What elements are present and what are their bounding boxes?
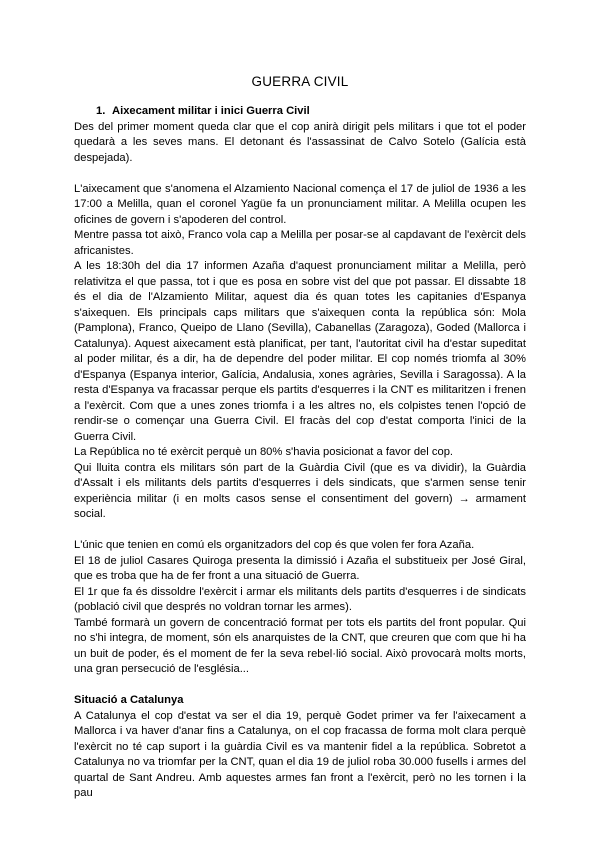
paragraph: Qui lluita contra els militars són part de la Guàrdia Civil (que es va dividir), la Guàrdia d'Assalt i els militants dels partits d'esquerres i dels sindicats, que s'armen sense tenir experiència militar (i en molts casos sense el consentiment del govern) → armament social. [74,461,526,520]
paragraph: A Catalunya el cop d'estat va ser el dia 19, perquè Godet primer va fer l'aixecament a Mallorca i va haver d'anar fins a Catalunya, on el cop fracassa de forma molt clara perquè l'exèrcit no té cap suport i la guàrdia Civil es va mantenir fidel a la república. Sobretot a Catalunya no va triomfar per la CNT, quan el dia 19 de juliol roba 30.000 fusells i armes del quartal de Sant Andreu. Amb aquestes armes fan front a l'exèrcit, però no les tornen i la pau [74,709,526,799]
paragraph: L'aixecament que s'anomena el Alzamiento Nacional comença el 17 de juliol de 1936 a les 17:00 a Melilla, quan el coronel Yagüe fa un pronunciament militar. A Melilla ocupen les oficines de govern i s'apoderen del control. [74,182,526,226]
section-1-heading-text: Aixecament militar i inici Guerra Civil [112,105,310,117]
paragraph: També formarà un govern de concentració format per tots els partits del front popular. Qui no s'hi integra, de moment, són els anarquistes de la CNT, que creuren que com que hi ha un buit de poder, és el moment de fer la seva rebel·lió social. Això provocarà molts morts, una gran persecució de l'església... [74,616,526,675]
paragraph: El 1r que fa és dissoldre l'exèrcit i armar els militants dels partits d'esquerres i de sindicats (població civil que després no voldran tornar les armes). [74,585,526,613]
paragraph-spacer [74,678,526,694]
section-1-heading [96,104,526,120]
paragraph-spacer [74,523,526,539]
paragraph: Des del primer moment queda clar que el cop anirà dirigit pels militars i que tot el poder quedarà a les seves mans. El detonant és l'assassinat de Calvo Sotelo (Galícia està despejada). [74,120,526,164]
paragraph-spacer [74,166,526,182]
section-1-number: 1. [96,105,106,117]
paragraph: A les 18:30h del dia 17 informen Azaña d'aquest pronunciament militar a Melilla, però relativitza el que passa, tot i que es posa en sobre vist del que pot passar. El dissabte 18 és el dia de l'Alzamiento Militar, aquest dia és quan totes les capitanies d'Espanya s'aixequen. Els principals caps militars que s'aixequen conta la república són: Mola (Pamplona), Franco, Queipo de Llano (Sevilla), Cabanellas (Zaragoza), Goded (Mallorca i Catalunya). Aquest aixecament està planificat, per tant, l'autoritat civil ha d'estar supeditat al poder militar, és a dir, ha de dependre del poder militar. El cop només triomfa al 30% d'Espanya (Espanya interior, Galícia, Andalusia, xones agràries, Sevilla i Saragossa). A la resta d'Espanya va fracassar perque els partits d'esquerres i la CNT es militaritzen i frenen a l'exèrcit. Com que a unes zones triomfa i a les altres no, els colpistes tenen l'opció de rendir-se o començar una Guerra Civil. El fracàs del cop d'estat comporta l'inici de la Guerra Civil. [74,260,526,443]
document-title: GUERRA CIVIL [251,74,349,89]
paragraph: El 18 de juliol Casares Quiroga presenta la dimissió i Azaña el substitueix per José Giral, que es troba que ha de fer front a una situació de Guerra. [74,554,526,582]
paragraph: La República no té exèrcit perquè un 80% s'havia posicionat a favor del cop. [74,446,454,458]
section-2-heading: Situació a Catalunya [74,694,184,706]
document-body [74,104,526,802]
paragraph: L'únic que tenien en comú els organitzadors del cop és que volen fer fora Azaña. [74,539,475,551]
paragraph: Mentre passa tot això, Franco vola cap a Melilla per posar-se al capdavant de l'exèrcit dels africanistes. [74,229,526,257]
